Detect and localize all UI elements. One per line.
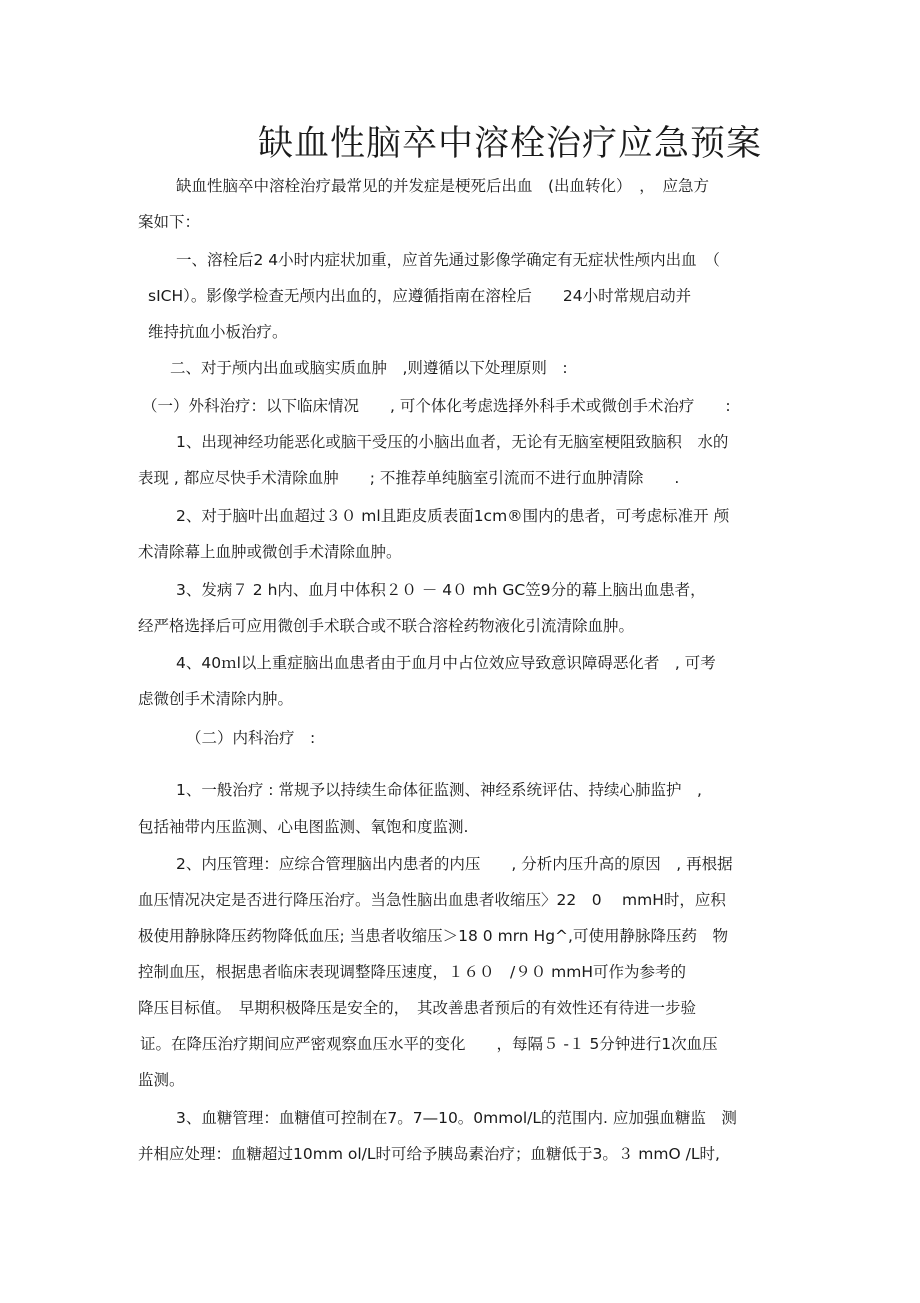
paragraph-line: 包括袖带内压监测、心电图监测、氧饱和度监测. [138, 818, 469, 836]
paragraph-line: 虑微创手术清除内肿。 [138, 690, 294, 708]
paragraph-line: 控制血压，根据患者临床表现调整降压速度，１６０ /９０ mmH可作为参考的 [138, 963, 687, 981]
paragraph-line: 3、血糖管理：血糖值可控制在7。7—10。0mmol/L的范围内. 应加强血糖监 测 [176, 1109, 737, 1127]
paragraph-line: 2、内压管理：应综合管理脑出内患者的内压 , 分析内压升高的原因 , 再根据 [176, 855, 733, 873]
paragraph-line: 1、一般治疗 : 常规予以持续生命体征监测、神经系统评估、持续心肺监护 , [176, 781, 702, 799]
paragraph-line: 术清除幕上血肿或微创手术清除血肿。 [138, 543, 402, 561]
paragraph-line: 一、溶栓后2 4小时内症状加重，应首先通过影像学确定有无症状性颅内出血 （ [176, 251, 720, 269]
paragraph-line: 案如下： [138, 213, 201, 231]
section-heading: 二、对于颅内出血或脑实质血肿 ,则遵循以下处理原则 : [170, 359, 568, 377]
paragraph-line: 证。在降压治疗期间应严密观察血压水平的变化 ，每隔５ -１ 5分钟进行1次血压 [140, 1035, 718, 1053]
paragraph-line: 监测。 [138, 1071, 185, 1089]
paragraph-line: sICH）。影像学检查无颅内出血的，应遵循指南在溶栓后 24小时常规启动并 [148, 287, 692, 305]
subsection-heading: （二）内科治疗 : [186, 729, 316, 747]
subsection-heading: （一）外科治疗：以下临床情况 , 可个体化考虑选择外科手术或微创手术治疗 : [142, 397, 731, 415]
paragraph-line: 3、发病７ 2 h内、血月中体积２０ － 4０ mh GC笠9分的幕上脑出血患者， [176, 581, 706, 599]
paragraph-line: 2、对于脑叶出血超过３０ ml且距皮质表面1cm®围内的患者，可考虑标准开 颅 [176, 507, 730, 525]
page-title: 缺血性脑卒中溶栓治疗应急预案 [258, 124, 763, 164]
paragraph-line: 并相应处理：血糖超过10mm ol/L时可给予胰岛素治疗；血糖低于3。３ mmO /L时, [138, 1145, 720, 1163]
paragraph-line: 1、出现神经功能恶化或脑干受压的小脑出血者，无论有无脑室梗阻致脑积 水的 [176, 433, 729, 451]
paragraph-line: 4、40ｍl以上重症脑出血患者由于血月中占位效应导致意识障碍恶化者 , 可考 [176, 654, 716, 672]
paragraph-line: 经严格选择后可应用微创手术联合或不联合溶栓药物液化引流清除血肿。 [138, 617, 635, 635]
paragraph-line: 维持抗血小板治疗。 [148, 323, 288, 341]
paragraph-line: 降压目标值。 早期积极降压是安全的， 其改善患者预后的有效性还有待进一步验 [138, 999, 697, 1017]
paragraph-line: 血压情况决定是否进行降压治疗。当急性脑出血患者收缩压〉22 0 mmH时，应积 [138, 891, 726, 909]
paragraph-line: 缺血性脑卒中溶栓治疗最常见的并发症是梗死后出血 (出血转化） ， 应急方 [176, 177, 710, 195]
paragraph-line: 表现 , 都应尽快手术清除血肿 ; 不推荐单纯脑室引流而不进行血肿清除 . [138, 469, 680, 487]
paragraph-line: 极使用静脉降压药物降低血压; 当患者收缩压＞18 0 mrn Hg^,可使用静脉降压药 物 [138, 927, 728, 945]
